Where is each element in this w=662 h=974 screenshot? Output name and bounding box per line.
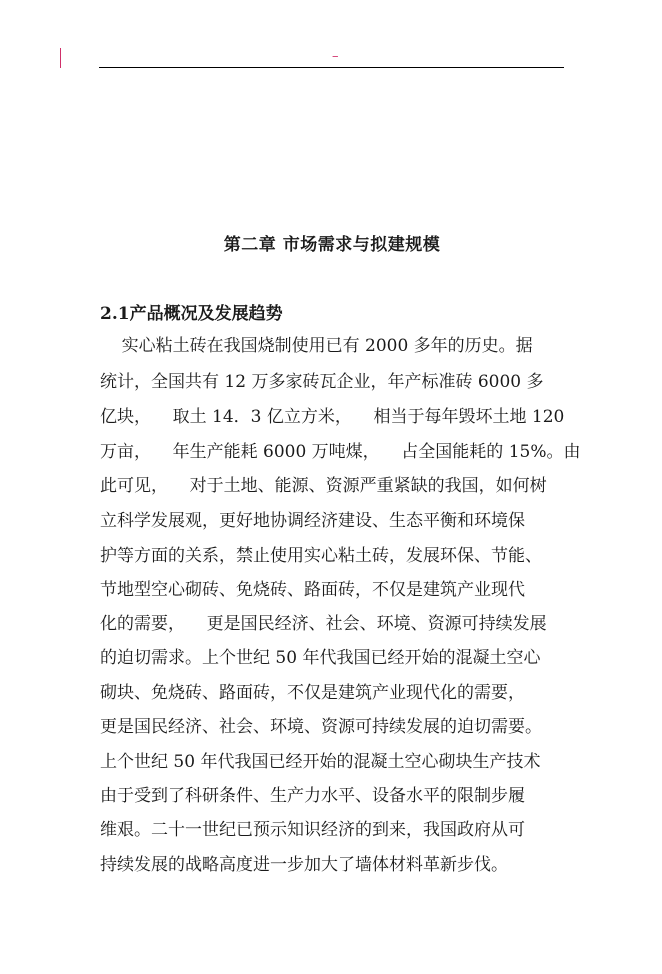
body-line: 化的需要， 更是国民经济、社会、环境、资源可持续发展	[100, 614, 547, 634]
body-line: 亿块， 取土 14．3 亿立方米， 相当于每年毁坏土地 120	[100, 407, 565, 427]
section-title: 2.1产品概况及发展趋势	[100, 304, 283, 324]
body-line: 由于受到了科研条件、生产力水平、设备水平的限制步履	[100, 786, 525, 806]
body-line: 立科学发展观，更好地协调经济建设、生态平衡和环境保	[100, 511, 525, 531]
body-line: 持续发展的战略高度进一步加大了墙体材料革新步伐。	[100, 855, 508, 875]
body-line: 的迫切需求。上个世纪 50 年代我国已经开始的混凝土空心	[100, 648, 541, 668]
body-line: 维艰。二十一世纪已预示知识经济的到来，我国政府从可	[100, 820, 525, 840]
body-line: 实心粘土砖在我国烧制使用已有 2000 多年的历史。据	[100, 336, 533, 356]
body-line: 上个世纪 50 年代我国已经开始的混凝土空心砌块生产技术	[100, 752, 541, 772]
body-line: 砌块、免烧砖、路面砖，不仅是建筑产业现代化的需要，	[100, 683, 525, 703]
header-mark: –	[332, 49, 339, 64]
body-line: 更是国民经济、社会、环境、资源可持续发展的迫切需要。	[100, 717, 542, 737]
body-line: 节地型空心砌砖、免烧砖、路面砖，不仅是建筑产业现代	[100, 580, 525, 600]
body-line: 统计，全国共有 12 万多家砖瓦企业，年产标准砖 6000 多	[100, 372, 544, 392]
body-line: 护等方面的关系，禁止使用实心粘土砖，发展环保、节能、	[100, 546, 542, 566]
body-line: 万亩， 年生产能耗 6000 万吨煤， 占全国能耗的 15%。由	[100, 442, 581, 462]
header-rule	[99, 67, 564, 68]
margin-marker	[60, 48, 61, 68]
body-line: 此可见， 对于土地、能源、资源严重紧缺的我国，如何树	[100, 476, 547, 496]
chapter-title: 第二章 市场需求与拟建规模	[223, 235, 441, 255]
